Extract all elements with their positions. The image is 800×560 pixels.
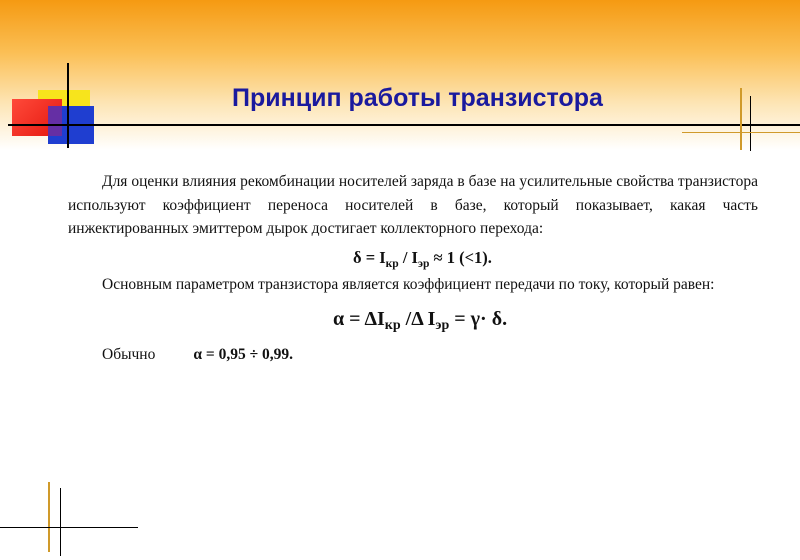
- typical-value-label: Обычно: [102, 345, 156, 363]
- header-gradient: [0, 0, 800, 150]
- slide-title: Принцип работы транзистора: [232, 84, 603, 112]
- formula-alpha-sub1: кр: [384, 317, 401, 333]
- slide-content: [68, 170, 758, 366]
- formula-delta-sub2: эр: [417, 257, 430, 270]
- formula-delta-sub1: кр: [385, 257, 399, 270]
- paragraph-current-gain: Основным параметром транзистора является коэффициент передачи по току, который равен:: [102, 276, 715, 293]
- formula-delta-prefix: δ = I: [353, 247, 386, 267]
- decor-horizontal-line: [8, 124, 800, 126]
- decor-vertical-line: [67, 63, 69, 148]
- typical-value: α = 0,95 ÷ 0,99.: [193, 345, 293, 363]
- formula-delta-middle: / I: [398, 247, 418, 267]
- decor-gold-horizontal-line: [682, 132, 800, 133]
- paragraph-transfer-coefficient: Для оценки влияния рекомбинации носителей заряда в базе на усилительные свойства транзистора используют коэффициент переноса носителей в базе, который показывает, какая часть инжектированных эмиттером дырок достигает коллекторного перехода:: [68, 173, 758, 237]
- formula-delta: [353, 246, 758, 270]
- formula-delta-suffix: ≈ 1 (<1).: [429, 247, 492, 267]
- formula-alpha-suffix: = γ· δ.: [449, 307, 508, 330]
- decor-overlap-square: [48, 106, 62, 136]
- formula-alpha: [333, 303, 758, 335]
- decor-black-vertical-line-bottom: [60, 488, 61, 556]
- decor-gold-vertical-line: [740, 88, 742, 150]
- decor-black-vertical-line: [750, 96, 751, 151]
- typical-value-line: [102, 343, 758, 367]
- formula-alpha-prefix: α = ΔI: [333, 307, 385, 330]
- decor-black-horizontal-line-bottom: [0, 527, 138, 528]
- formula-alpha-middle: /Δ I: [400, 307, 436, 330]
- decor-gold-vertical-line-bottom: [48, 482, 50, 552]
- formula-alpha-sub2: эр: [435, 317, 450, 333]
